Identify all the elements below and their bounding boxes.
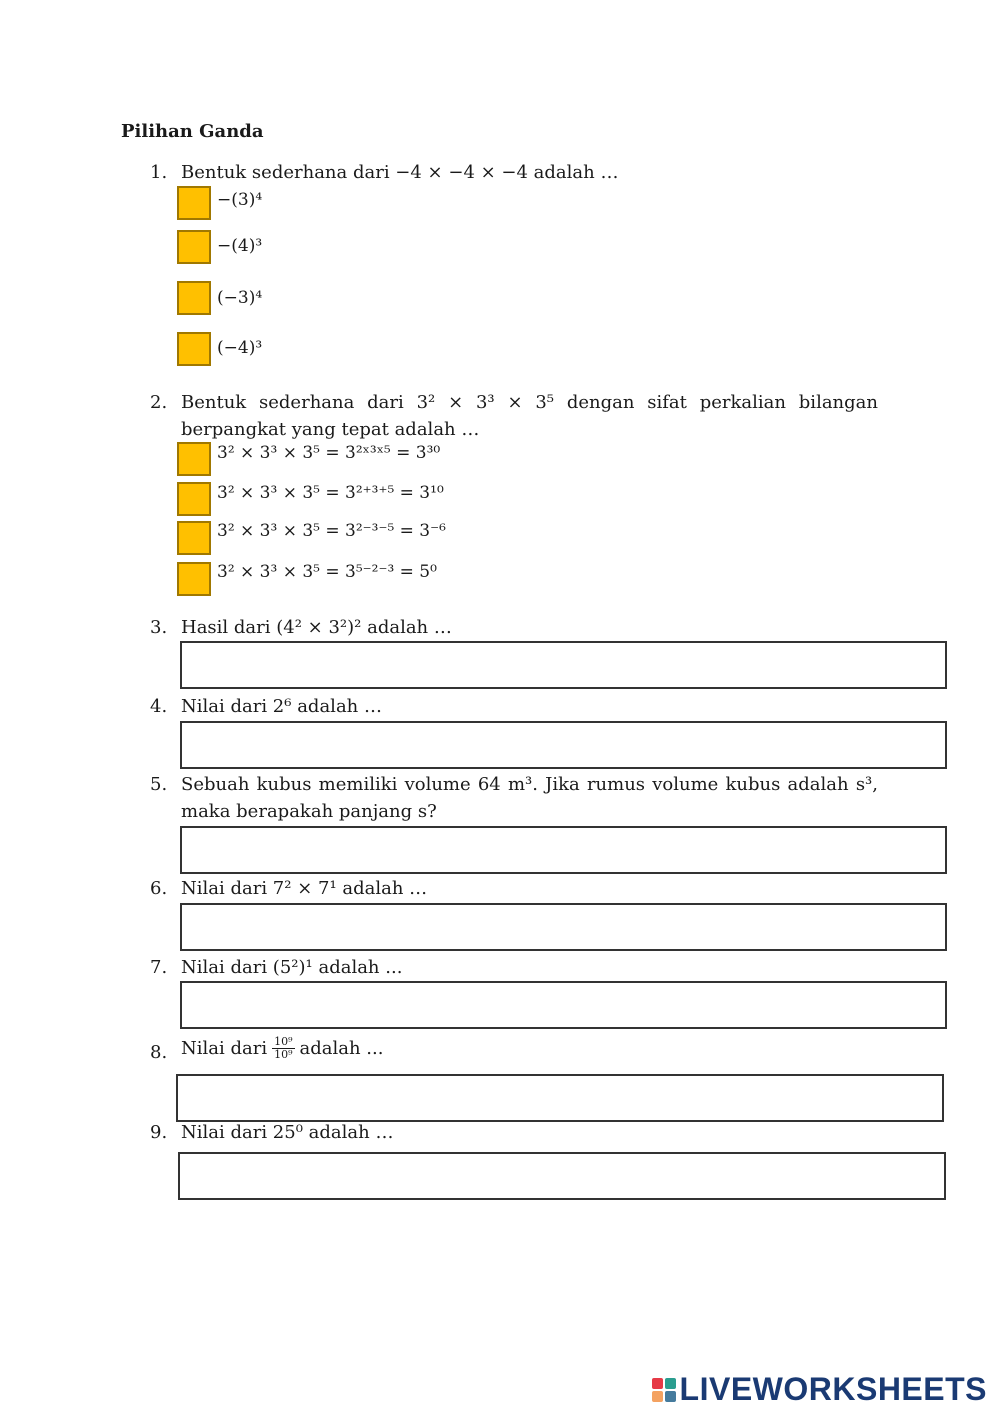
answer-input-q4[interactable] xyxy=(180,721,947,769)
question-text: Nilai dari 2⁶ adalah … xyxy=(181,696,382,717)
question-text-line2: berpangkat yang tepat adalah … xyxy=(181,419,480,440)
fraction-denominator: 10⁹ xyxy=(274,1048,293,1061)
option-q1-b: −(4)³ xyxy=(217,236,263,256)
option-q2-d: 3² × 3³ × 3⁵ = 3⁵⁻²⁻³ = 5⁰ xyxy=(217,562,437,582)
question-text-line1: Bentuk sederhana dari 3² × 3³ × 3⁵ dengan sifat perkalian bilangan xyxy=(181,392,878,413)
logo-square-2 xyxy=(665,1378,676,1389)
question-number: 5. xyxy=(150,774,168,795)
question-text-suffix: adalah ... xyxy=(299,1038,384,1059)
checkbox-q1-d[interactable] xyxy=(177,332,211,366)
question-text-line1: Sebuah kubus memiliki volume 64 m³. Jika rumus volume kubus adalah s³, xyxy=(181,774,878,795)
question-text: Bentuk sederhana dari −4 × −4 × −4 adalah … xyxy=(181,162,619,183)
question-text: Hasil dari (4² × 3²)² adalah … xyxy=(181,617,452,638)
option-q1-d: (−4)³ xyxy=(217,338,263,358)
answer-input-q7[interactable] xyxy=(180,981,947,1029)
question-number: 3. xyxy=(150,617,168,638)
section-title: Pilihan Ganda xyxy=(121,121,264,142)
question-text: Nilai dari 7² × 7¹ adalah … xyxy=(181,878,428,899)
question-text-prefix: Nilai dari xyxy=(181,1038,268,1059)
logo-text: LIVEWORKSHEETS xyxy=(679,1371,987,1407)
question-text: Nilai dari 25⁰ adalah … xyxy=(181,1122,394,1143)
answer-input-q5[interactable] xyxy=(180,826,947,874)
question-number: 2. xyxy=(150,392,168,413)
question-number: 9. xyxy=(150,1122,168,1143)
option-q2-c: 3² × 3³ × 3⁵ = 3²⁻³⁻⁵ = 3⁻⁶ xyxy=(217,521,446,541)
question-text-line2: maka berapakah panjang s? xyxy=(181,801,437,822)
question-text: Nilai dari (5²)¹ adalah ... xyxy=(181,957,403,978)
question-number: 1. xyxy=(150,162,168,183)
checkbox-q1-b[interactable] xyxy=(177,230,211,264)
question-number: 6. xyxy=(150,878,168,899)
option-q2-a: 3² × 3³ × 3⁵ = 3²ˣ³ˣ⁵ = 3³⁰ xyxy=(217,443,441,463)
question-number: 8. xyxy=(150,1042,168,1063)
logo-square-4 xyxy=(665,1391,676,1402)
logo-icon xyxy=(652,1378,676,1402)
fraction-numerator: 10⁹ xyxy=(274,1035,293,1048)
checkbox-q2-c[interactable] xyxy=(177,521,211,555)
option-q1-c: (−3)⁴ xyxy=(217,288,263,308)
answer-input-q6[interactable] xyxy=(180,903,947,951)
fraction xyxy=(272,1036,294,1061)
question-number: 4. xyxy=(150,696,168,717)
checkbox-q1-c[interactable] xyxy=(177,281,211,315)
logo-square-1 xyxy=(652,1378,663,1389)
option-q2-b: 3² × 3³ × 3⁵ = 3²⁺³⁺⁵ = 3¹⁰ xyxy=(217,483,444,503)
checkbox-q2-d[interactable] xyxy=(177,562,211,596)
liveworksheets-logo xyxy=(652,1371,987,1408)
option-q1-a: −(3)⁴ xyxy=(217,190,263,210)
answer-input-q3[interactable] xyxy=(180,641,947,689)
checkbox-q2-b[interactable] xyxy=(177,482,211,516)
answer-input-q8[interactable] xyxy=(176,1074,944,1122)
question-number: 7. xyxy=(150,957,168,978)
question-text-q8 xyxy=(181,1035,383,1062)
answer-input-q9[interactable] xyxy=(178,1152,946,1200)
checkbox-q1-a[interactable] xyxy=(177,186,211,220)
checkbox-q2-a[interactable] xyxy=(177,442,211,476)
logo-square-3 xyxy=(652,1391,663,1402)
